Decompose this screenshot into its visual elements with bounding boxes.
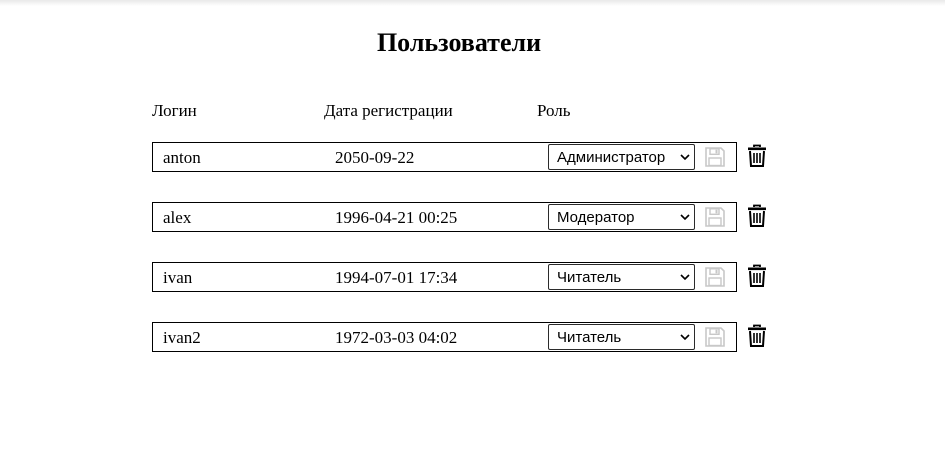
floppy-disk-icon[interactable] (704, 326, 726, 348)
user-registration-date: 1972-03-03 04:02 (335, 328, 458, 347)
role-select-value: Читатель (557, 269, 622, 286)
user-row (152, 202, 737, 232)
user-registration-date: 1994-07-01 17:34 (335, 268, 458, 287)
trash-icon[interactable] (746, 264, 768, 288)
role-select-value: Администратор (557, 149, 666, 166)
floppy-disk-icon[interactable] (704, 206, 726, 228)
user-login: ivan2 (163, 328, 201, 347)
role-select[interactable] (548, 264, 695, 290)
user-login: ivan (163, 268, 193, 287)
floppy-disk-icon[interactable] (704, 146, 726, 168)
user-login: anton (163, 148, 201, 167)
chevron-down-icon (680, 273, 690, 281)
page-title: Пользователи (376, 28, 542, 57)
user-registration-date: 2050-09-22 (335, 148, 415, 167)
trash-icon[interactable] (746, 144, 768, 168)
user-row (152, 262, 737, 292)
role-select[interactable] (548, 204, 695, 230)
chevron-down-icon (680, 153, 690, 161)
chevron-down-icon (680, 333, 690, 341)
column-header-login: Логин (152, 101, 197, 120)
user-registration-date: 1996-04-21 00:25 (335, 208, 458, 227)
trash-icon[interactable] (746, 324, 768, 348)
role-select-value: Читатель (557, 329, 622, 346)
trash-icon[interactable] (746, 204, 768, 228)
role-select-value: Модератор (557, 209, 635, 226)
user-login: alex (163, 208, 192, 227)
column-header-registered: Дата регистрации (324, 101, 453, 120)
floppy-disk-icon[interactable] (704, 266, 726, 288)
column-header-role: Роль (537, 101, 571, 120)
user-row (152, 142, 737, 172)
top-shade (0, 0, 945, 6)
user-row (152, 322, 737, 352)
role-select[interactable] (548, 324, 695, 350)
role-select[interactable] (548, 144, 695, 170)
chevron-down-icon (680, 213, 690, 221)
